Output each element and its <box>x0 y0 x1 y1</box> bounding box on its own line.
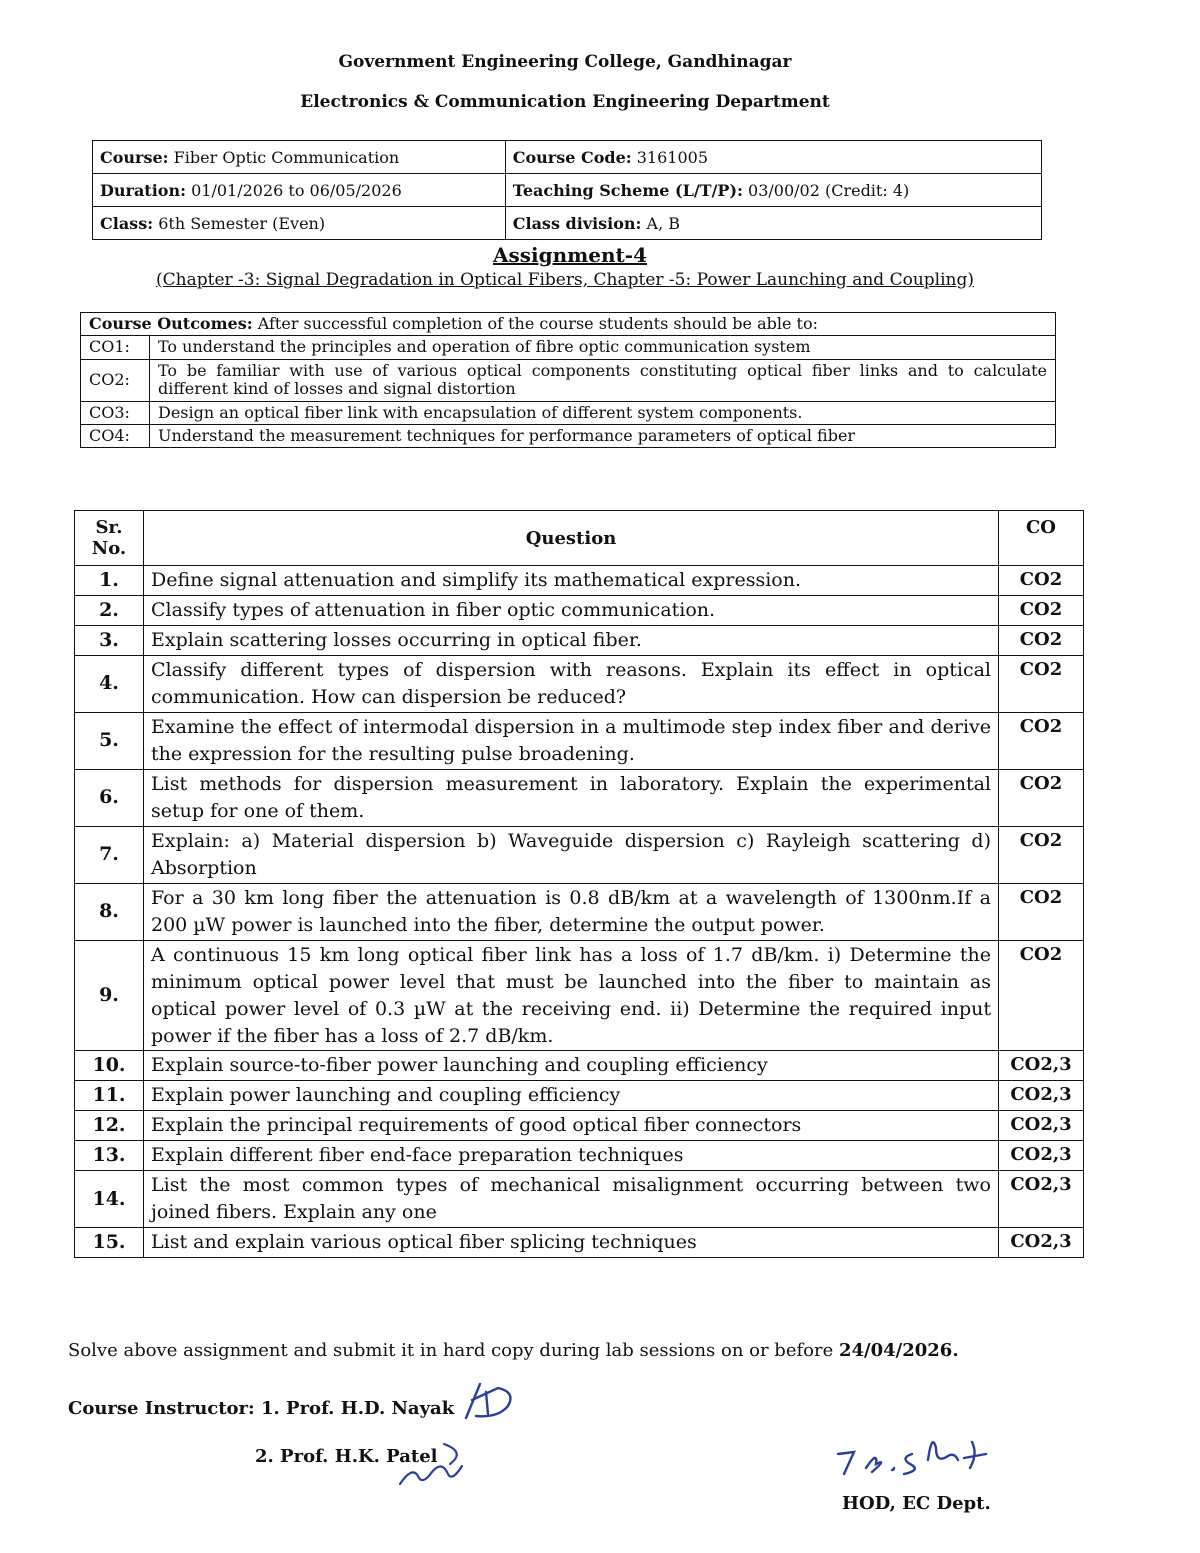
question-sr-no: 10. <box>75 1051 144 1081</box>
question-row <box>75 1051 1084 1081</box>
question-text: Explain power launching and coupling efficiency <box>144 1081 999 1111</box>
col-question: Question <box>144 511 999 566</box>
question-row <box>75 826 1084 883</box>
col-sr-no: Sr. No. <box>75 511 144 566</box>
question-co: CO2 <box>999 655 1084 712</box>
duration-cell: Duration: 01/01/2026 to 06/05/2026 <box>93 174 506 207</box>
question-row <box>75 712 1084 769</box>
questions-header-row <box>75 511 1084 566</box>
co-text: Design an optical fiber link with encapsulation of different system components. <box>150 401 1056 424</box>
question-row <box>75 940 1084 1051</box>
question-co: CO2,3 <box>999 1141 1084 1171</box>
question-text: Classify different types of dispersion with reasons. Explain its effect in optical communication. How can dispersion be reduced? <box>144 655 999 712</box>
question-text: Explain: a) Material dispersion b) Waveguide dispersion c) Rayleigh scattering d) Absorption <box>144 826 999 883</box>
question-sr-no: 3. <box>75 625 144 655</box>
question-text: List the most common types of mechanical misalignment occurring between two joined fibers. Explain any one <box>144 1171 999 1228</box>
co-id: CO4: <box>81 424 150 447</box>
question-text: A continuous 15 km long optical fiber link has a loss of 1.7 dB/km. i) Determine the minimum optical power level that must be launched into the fiber to maintain as optical power level of 0.3 µW at the receiving end. ii) Determine the required input power if the fiber has a loss of 2.7 dB/km. <box>144 940 999 1051</box>
co-id: CO2: <box>81 359 150 401</box>
question-text: For a 30 km long fiber the attenuation is 0.8 dB/km at a wavelength of 1300nm.If a 200 µW power is launched into the fiber, determine the output power. <box>144 883 999 940</box>
questions-table <box>74 510 1084 1258</box>
question-sr-no: 8. <box>75 883 144 940</box>
question-text: Examine the effect of intermodal dispersion in a multimode step index fiber and derive the expression for the resulting pulse broadening. <box>144 712 999 769</box>
assignment-chapters: (Chapter -3: Signal Degradation in Optical Fibers, Chapter -5: Power Launching and Coupling) <box>156 270 974 290</box>
course-instructor-1: Course Instructor: 1. Prof. H.D. Nayak <box>68 1398 455 1419</box>
col-co: CO <box>999 511 1084 566</box>
course-instructor-2: 2. Prof. H.K. Patel <box>255 1446 438 1467</box>
question-sr-no: 5. <box>75 712 144 769</box>
assignment-title: Assignment-4 <box>492 243 648 267</box>
question-row <box>75 769 1084 826</box>
question-row <box>75 1111 1084 1141</box>
question-sr-no: 11. <box>75 1081 144 1111</box>
question-sr-no: 1. <box>75 566 144 596</box>
course-code-cell: Course Code: 3161005 <box>505 141 1041 174</box>
question-text: Explain source-to-fiber power launching and coupling efficiency <box>144 1051 999 1081</box>
hod-signature-icon <box>832 1424 994 1490</box>
question-row <box>75 1141 1084 1171</box>
question-sr-no: 12. <box>75 1111 144 1141</box>
course-outcomes-heading: Course Outcomes: After successful completion of the course students should be able to: <box>81 313 1056 336</box>
question-sr-no: 14. <box>75 1171 144 1228</box>
question-sr-no: 15. <box>75 1228 144 1258</box>
question-sr-no: 13. <box>75 1141 144 1171</box>
college-name: Government Engineering College, Gandhinagar <box>338 52 792 72</box>
question-row <box>75 883 1084 940</box>
question-co: CO2 <box>999 566 1084 596</box>
question-sr-no: 2. <box>75 595 144 625</box>
question-text: Explain different fiber end-face preparation techniques <box>144 1141 999 1171</box>
co-id: CO1: <box>81 336 150 359</box>
teaching-scheme-cell: Teaching Scheme (L/T/P): 03/00/02 (Credit: 4) <box>505 174 1041 207</box>
question-sr-no: 6. <box>75 769 144 826</box>
course-outcomes-table <box>80 312 1056 448</box>
question-row <box>75 1171 1084 1228</box>
class-division-cell: Class division: A, B <box>505 207 1041 240</box>
question-co: CO2 <box>999 625 1084 655</box>
question-co: CO2,3 <box>999 1111 1084 1141</box>
hod-label: HOD, EC Dept. <box>842 1493 991 1514</box>
submission-note: Solve above assignment and submit it in hard copy during lab sessions on or before 24/04/2026. <box>68 1340 959 1361</box>
question-sr-no: 4. <box>75 655 144 712</box>
question-text: List and explain various optical fiber splicing techniques <box>144 1228 999 1258</box>
question-row <box>75 1228 1084 1258</box>
questions-body <box>75 566 1084 1258</box>
question-text: Define signal attenuation and simplify its mathematical expression. <box>144 566 999 596</box>
question-co: CO2 <box>999 712 1084 769</box>
course-cell: Course: Fiber Optic Communication <box>93 141 506 174</box>
signature-2-icon <box>392 1436 476 1494</box>
co-text: To be familiar with use of various optical components constituting optical fiber links and to calculate different kind of losses and signal distortion <box>150 359 1056 401</box>
question-text: List methods for dispersion measurement in laboratory. Explain the experimental setup for one of them. <box>144 769 999 826</box>
question-text: Explain the principal requirements of good optical fiber connectors <box>144 1111 999 1141</box>
question-row <box>75 566 1084 596</box>
question-text: Explain scattering losses occurring in optical fiber. <box>144 625 999 655</box>
question-co: CO2 <box>999 883 1084 940</box>
question-row <box>75 655 1084 712</box>
class-cell: Class: 6th Semester (Even) <box>93 207 506 240</box>
question-co: CO2,3 <box>999 1228 1084 1258</box>
question-co: CO2 <box>999 940 1084 1051</box>
question-sr-no: 9. <box>75 940 144 1051</box>
signature-1-icon <box>458 1378 524 1426</box>
co-text: Understand the measurement techniques for performance parameters of optical fiber <box>150 424 1056 447</box>
question-co: CO2 <box>999 826 1084 883</box>
co-id: CO3: <box>81 401 150 424</box>
course-info-table <box>92 140 1042 240</box>
question-co: CO2 <box>999 769 1084 826</box>
question-co: CO2 <box>999 595 1084 625</box>
co-text: To understand the principles and operation of fibre optic communication system <box>150 336 1056 359</box>
question-co: CO2,3 <box>999 1051 1084 1081</box>
question-row <box>75 625 1084 655</box>
question-text: Classify types of attenuation in fiber optic communication. <box>144 595 999 625</box>
question-sr-no: 7. <box>75 826 144 883</box>
question-co: CO2,3 <box>999 1171 1084 1228</box>
department-name: Electronics & Communication Engineering Department <box>300 92 830 112</box>
question-row <box>75 1081 1084 1111</box>
question-row <box>75 595 1084 625</box>
question-co: CO2,3 <box>999 1081 1084 1111</box>
